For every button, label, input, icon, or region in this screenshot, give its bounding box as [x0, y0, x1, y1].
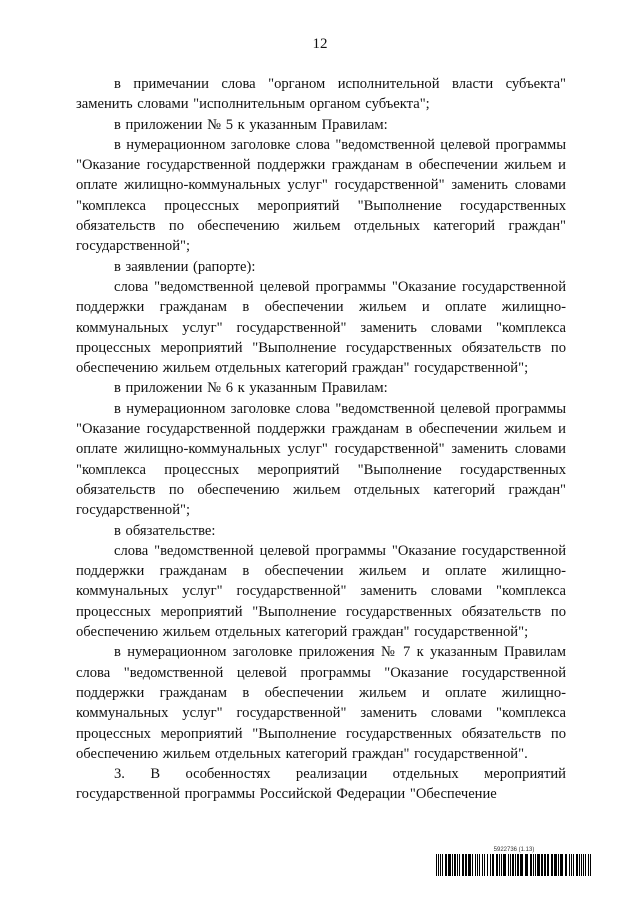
paragraph: в примечании слова "органом исполнительной власти субъекта" заменить словами "исполнительным органом субъекта"; — [76, 76, 566, 113]
paragraph: в заявлении (рапорте): — [114, 258, 256, 275]
paragraph: в приложении № 5 к указанным Правилам: — [114, 116, 388, 133]
page-number: 12 — [312, 36, 328, 52]
barcode-label: 5922736 (1.13) — [493, 847, 535, 853]
document-body — [76, 74, 566, 805]
paragraph: слова "ведомственной целевой программы "Оказание государственной поддержки гражданам в обеспечении жильем и оплате жилищно-коммунальных услуг" государственной" заменить словами "комплекса процессных мероприятий "Выполнение государственных обязательств по обеспечению жильем отдельных категорий граждан" государственной"; — [76, 278, 566, 377]
paragraph: слова "ведомственной целевой программы "Оказание государственной поддержки гражданам в обеспечении жильем и оплате жилищно-коммунальных услуг" государственной" заменить словами "комплекса процессных мероприятий "Выполнение государственных обязательств по обеспечению жильем отдельных категорий граждан" государственной"; — [76, 542, 566, 641]
paragraph: в обязательстве: — [114, 522, 216, 539]
paragraph: в приложении № 6 к указанным Правилам: — [114, 380, 388, 397]
paragraph: в нумерационном заголовке слова "ведомственной целевой программы "Оказание государственной поддержки гражданам в обеспечении жильем и оплате жилищно-коммунальных услуг" государственной" заменить словами "комплекса процессных мероприятий "Выполнение государственных обязательств по обеспечению жильем отдельных категорий граждан" государственной"; — [76, 400, 566, 519]
barcode-block — [436, 846, 592, 876]
barcode-icon — [436, 854, 592, 876]
paragraph: в нумерационном заголовке слова "ведомственной целевой программы "Оказание государственной поддержки гражданам в обеспечении жильем и оплате жилищно-коммунальных услуг" государственной" заменить словами "комплекса процессных мероприятий "Выполнение государственных обязательств по обеспечению жильем отдельных категорий граждан" государственной"; — [76, 136, 566, 255]
paragraph: 3. В особенностях реализации отдельных мероприятий государственной программы Российской Федерации "Обеспечение — [76, 766, 566, 803]
paragraph: в нумерационном заголовке приложения № 7 к указанным Правилам слова "ведомственной целевой программы "Оказание государственной поддержки гражданам в обеспечении жильем и оплате жилищно-коммунальных услуг" государственной" заменить словами "комплекса процессных мероприятий "Выполнение государственных обязательств по обеспечению жильем отдельных категорий граждан" государственной". — [76, 644, 566, 762]
